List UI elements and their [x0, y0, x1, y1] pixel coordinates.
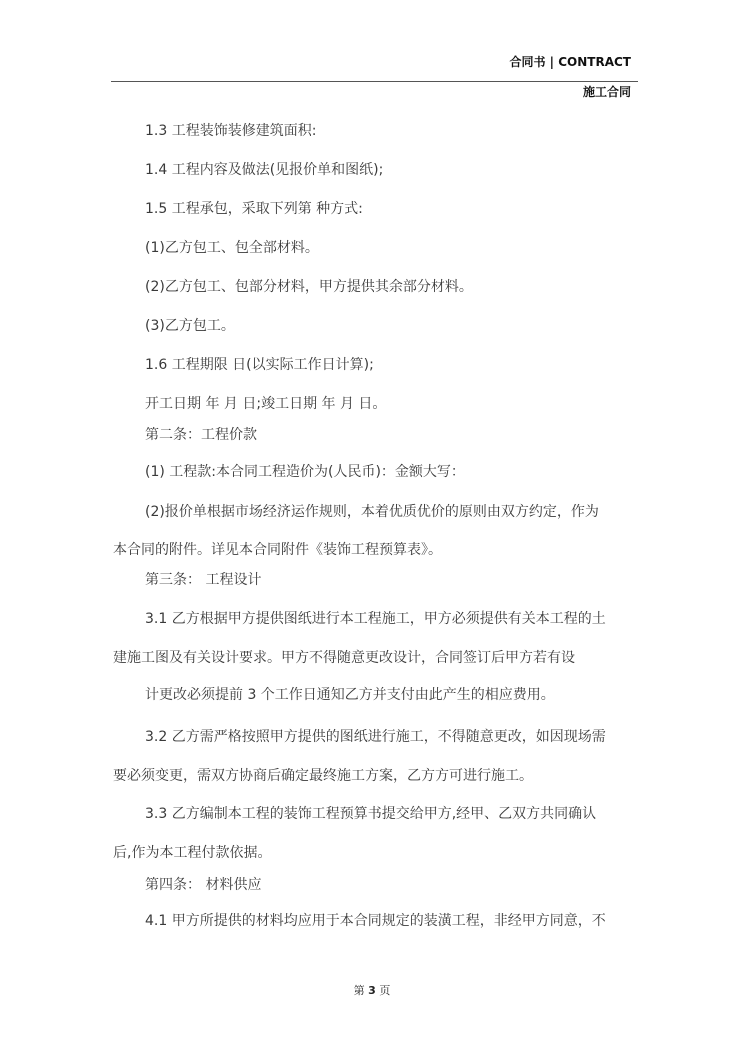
- text-line: (2)乙方包工、包部分材料，甲方提供其余部分材料。: [145, 279, 473, 295]
- page-number: 3: [368, 984, 376, 997]
- text-line: 后,作为本工程付款依据。: [113, 845, 272, 861]
- text-line: 3.2 乙方需严格按照甲方提供的图纸进行施工，不得随意更改，如因现场需: [145, 729, 606, 745]
- text-line: 1.6 工程期限 日(以实际工作日计算);: [145, 357, 374, 373]
- text-line: 开工日期 年 月 日;竣工日期 年 月 日。: [145, 396, 387, 412]
- text-line: 1.5 工程承包，采取下列第 种方式:: [145, 201, 363, 217]
- text-line: 本合同的附件。详见本合同附件《装饰工程预算表》。: [113, 542, 442, 558]
- text-line: (3)乙方包工。: [145, 318, 235, 334]
- text-line: 建施工图及有关设计要求。甲方不得随意更改设计，合同签订后甲方若有设: [113, 650, 575, 666]
- text-line: 1.3 工程装饰装修建筑面积:: [145, 123, 317, 139]
- section-heading: 第四条： 材料供应: [145, 877, 262, 893]
- text-line: 要必须变更，需双方协商后确定最终施工方案，乙方方可进行施工。: [113, 768, 533, 784]
- section-heading: 第二条：工程价款: [145, 427, 257, 443]
- text-line: 计更改必须提前 3 个工作日通知乙方并支付由此产生的相应费用。: [145, 687, 555, 703]
- text-line: (2)报价单根据市场经济运作规则，本着优质优价的原则由双方约定，作为: [145, 504, 599, 520]
- page-number-suffix: 页: [379, 984, 391, 997]
- header-title: 合同书 | CONTRACT: [509, 55, 631, 69]
- header-divider: [111, 81, 638, 82]
- section-heading: 第三条： 工程设计: [145, 572, 262, 588]
- text-line: (1) 工程款:本合同工程造价为(人民币)：金额大写：: [145, 464, 465, 480]
- text-line: (1)乙方包工、包全部材料。: [145, 240, 319, 256]
- text-line: 3.3 乙方编制本工程的装饰工程预算书提交给甲方,经甲、乙双方共同确认: [145, 806, 597, 822]
- page-number-prefix: 第: [353, 984, 365, 997]
- text-line: 3.1 乙方根据甲方提供图纸进行本工程施工，甲方必须提供有关本工程的土: [145, 611, 606, 627]
- header-subtitle: 施工合同: [582, 85, 631, 99]
- text-line: 4.1 甲方所提供的材料均应用于本合同规定的装潢工程，非经甲方同意，不: [145, 913, 606, 929]
- page-footer: [0, 982, 744, 998]
- text-line: 1.4 工程内容及做法(见报价单和图纸);: [145, 162, 384, 178]
